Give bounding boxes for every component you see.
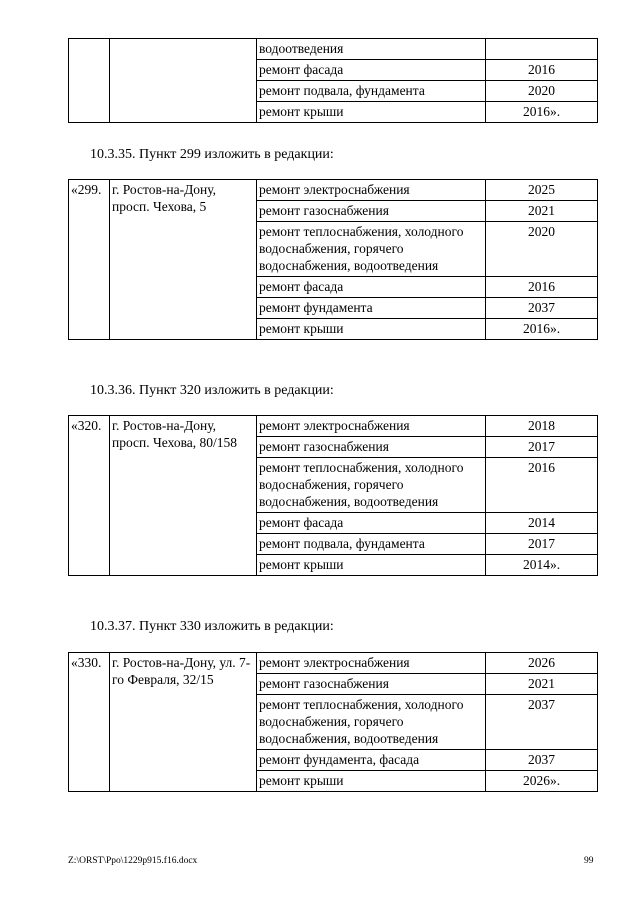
year-cell: 2016».: [486, 102, 598, 123]
work-cell: водоотведения: [257, 39, 486, 60]
year-cell: [486, 39, 598, 60]
year-cell: 2014: [486, 513, 598, 534]
address-cell: г. Ростов-на-Дону, просп. Чехова, 80/158: [110, 416, 257, 576]
paragraph: 10.3.35. Пункт 299 изложить в редакции:: [90, 147, 334, 162]
work-cell: ремонт подвала, фундамента: [257, 81, 486, 102]
work-cell: ремонт фасада: [257, 513, 486, 534]
year-cell: 2020: [486, 222, 598, 277]
table-item-330: [68, 652, 598, 792]
work-cell: ремонт крыши: [257, 771, 486, 792]
year-cell: 2026».: [486, 771, 598, 792]
table-row: [69, 416, 598, 437]
year-cell: 2016: [486, 60, 598, 81]
work-cell: ремонт теплоснабжения, холодного водоснабжения, горячего водоснабжения, водоотведения: [257, 458, 486, 513]
address-cell: г. Ростов-на-Дону, просп. Чехова, 5: [110, 180, 257, 340]
paragraph: 10.3.37. Пункт 330 изложить в редакции:: [90, 619, 334, 634]
work-cell: ремонт газоснабжения: [257, 437, 486, 458]
work-cell: ремонт крыши: [257, 555, 486, 576]
year-cell: 2016».: [486, 319, 598, 340]
year-cell: 2017: [486, 437, 598, 458]
work-cell: ремонт фасада: [257, 277, 486, 298]
work-cell: ремонт фундамента: [257, 298, 486, 319]
work-cell: ремонт электроснабжения: [257, 180, 486, 201]
number-cell: [69, 39, 110, 123]
year-cell: 2037: [486, 695, 598, 750]
year-cell: 2018: [486, 416, 598, 437]
table-item-299: [68, 179, 598, 340]
year-cell: 2020: [486, 81, 598, 102]
year-cell: 2025: [486, 180, 598, 201]
work-cell: ремонт фундамента, фасада: [257, 750, 486, 771]
number-cell: «299.: [69, 180, 110, 340]
year-cell: 2014».: [486, 555, 598, 576]
footer-page-number: 99: [584, 856, 594, 866]
work-cell: ремонт электроснабжения: [257, 416, 486, 437]
year-cell: 2026: [486, 653, 598, 674]
number-cell: «320.: [69, 416, 110, 576]
work-cell: ремонт газоснабжения: [257, 201, 486, 222]
work-cell: ремонт крыши: [257, 319, 486, 340]
table-row: [69, 653, 598, 674]
work-cell: ремонт теплоснабжения, холодного водоснабжения, горячего водоснабжения, водоотведения: [257, 695, 486, 750]
work-cell: ремонт газоснабжения: [257, 674, 486, 695]
address-cell: г. Ростов-на-Дону, ул. 7-го Февраля, 32/15: [110, 653, 257, 792]
year-cell: 2021: [486, 201, 598, 222]
work-cell: ремонт фасада: [257, 60, 486, 81]
year-cell: 2017: [486, 534, 598, 555]
address-cell: [110, 39, 257, 123]
table-item-320: [68, 415, 598, 576]
year-cell: 2016: [486, 277, 598, 298]
table-row: [69, 39, 598, 60]
number-cell: «330.: [69, 653, 110, 792]
table-continuation: [68, 38, 598, 123]
paragraph: 10.3.36. Пункт 320 изложить в редакции:: [90, 383, 334, 398]
year-cell: 2021: [486, 674, 598, 695]
table-row: [69, 180, 598, 201]
year-cell: 2016: [486, 458, 598, 513]
year-cell: 2037: [486, 750, 598, 771]
work-cell: ремонт теплоснабжения, холодного водоснабжения, горячего водоснабжения, водоотведения: [257, 222, 486, 277]
work-cell: ремонт подвала, фундамента: [257, 534, 486, 555]
year-cell: 2037: [486, 298, 598, 319]
work-cell: ремонт крыши: [257, 102, 486, 123]
footer-file-path: Z:\ORST\Ppo\1229p915.f16.docx: [68, 856, 198, 866]
work-cell: ремонт электроснабжения: [257, 653, 486, 674]
